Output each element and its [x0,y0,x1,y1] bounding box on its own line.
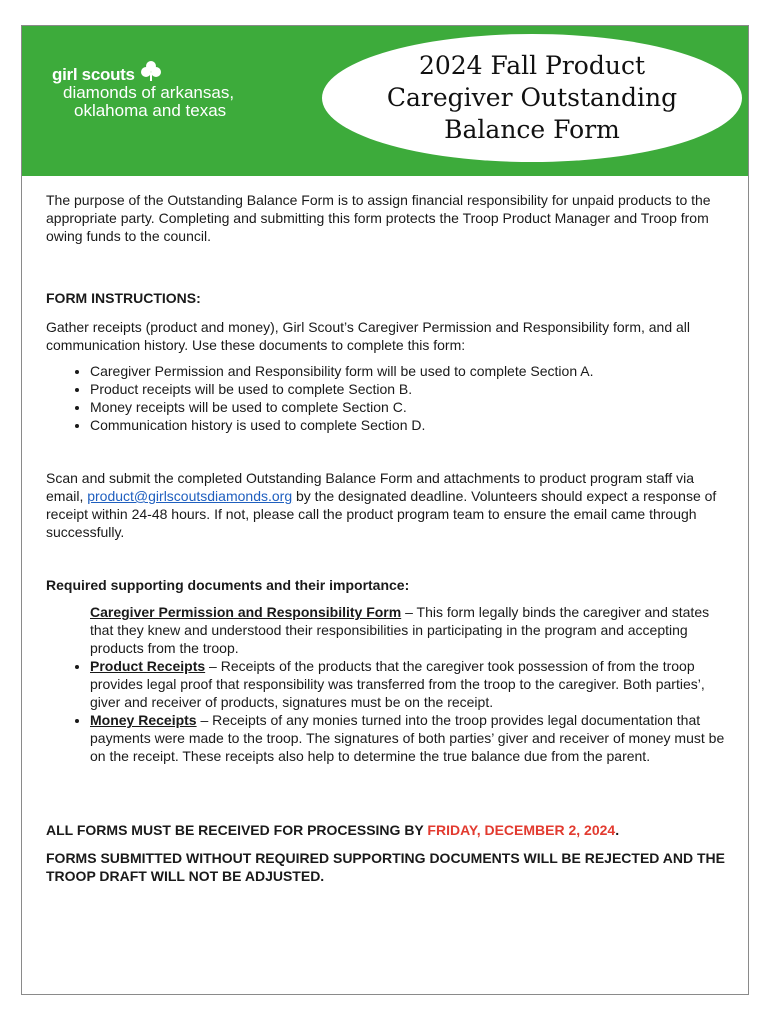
list-item [90,711,726,765]
doc-description: – Receipts of the products that the caregiver took possession of from the troop provides legal proof that responsibility was transferred from the troop to the caregiver. Both parties’, giver and receiver of products, signatures must be on the receipt. [90,658,705,710]
instructions-list [46,362,726,434]
doc-description: – This form legally binds the caregiver and states that they knew and understood their responsibilities in participating in the program and accepting products from the troop. [90,604,710,656]
submit-text-after: by the designated deadline. Volunteers should expect a response of receipt within 24-48 hours. If not, please call the product program team to ensure the email came through successfully. [46,488,717,540]
list-item: • Product receipts will be used to complete Section B. [90,380,726,398]
title-line-1: 2024 Fall Product [418,51,646,80]
form-title [322,50,742,146]
list-item [90,657,726,711]
intro-paragraph: The purpose of the Outstanding Balance Form is to assign financial responsibility for unpaid products to the appropriate party. Completing and submitting this form protects the Troop Product Manager and Troop from owing funds to the council. [46,192,711,244]
logo-subtitle-line-2: oklahoma and texas [74,101,227,120]
supporting-documents-list [46,603,726,765]
doc-description: – Receipts of any monies turned into the troop provides legal documentation that payments were made to the troop. The signatures of both parties’ giver and receiver of money must be on the receipt. These receipts also help to determine the true balance due from the parent. [90,712,725,764]
trefoil-icon [140,60,162,82]
deadline-notice [46,821,726,839]
girl-scouts-logo [52,66,234,120]
list-item: • Caregiver Permission and Responsibility form will be used to complete Section A. [90,362,726,380]
rejection-notice: FORMS SUBMITTED WITHOUT REQUIRED SUPPORTING DOCUMENTS WILL BE REJECTED AND THE TROOP DRAFT WILL NOT BE ADJUSTED. [46,850,726,884]
deadline-period: . [615,822,620,838]
logo-brand: girl scouts [52,65,135,84]
list-item [90,603,726,657]
title-line-3: Balance Form [444,115,620,144]
header-banner [22,26,748,176]
doc-term: Caregiver Permission and Responsibility Form [90,604,402,620]
logo-subtitle-line-1: diamonds of arkansas, [63,83,235,102]
deadline-text: ALL FORMS MUST BE RECEIVED FOR PROCESSING BY [46,822,428,838]
doc-term: Money Receipts [90,712,197,728]
instructions-heading: FORM INSTRUCTIONS: [46,290,201,306]
deadline-date: FRIDAY, DECEMBER 2, 2024 [427,822,616,838]
title-line-2: Caregiver Outstanding [386,83,678,112]
form-body [46,191,726,885]
doc-term: Product Receipts [90,658,206,674]
list-item: • Money receipts will be used to complete Section C. [90,398,726,416]
email-link[interactable]: product@girlscoutsdiamonds.org [87,488,293,504]
submit-text-before: Scan and submit the completed Outstanding Balance Form and attachments to product program staff via email, [46,470,694,504]
list-item: • Communication history is used to complete Section D. [90,416,726,434]
submit-paragraph [46,469,726,541]
supporting-heading: Required supporting documents and their importance: [46,577,410,593]
instructions-lead: Gather receipts (product and money), Girl Scout’s Caregiver Permission and Responsibility form, and all communication history. Use these documents to complete this form: [46,319,691,353]
